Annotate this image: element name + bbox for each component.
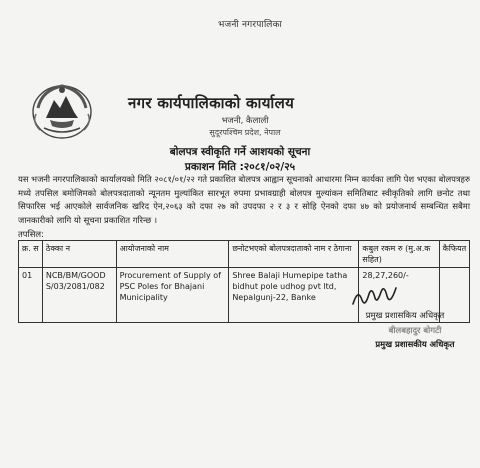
header-contract-no: ठेक्का न [42,241,116,268]
header-remarks: कैफियत [439,241,469,268]
notice-title: बोलपत्र स्वीकृति गर्ने आशयको सूचना [169,146,311,158]
cell-contract-no: NCB/BM/GOODS/03/2081/082 [42,268,116,323]
header-bidder: छनोटभएको बोलपत्रदाताको नाम र ठेगाना [229,241,359,268]
office-title: नगर कार्यपालिकाको कार्यालय [128,94,295,112]
province-line: सुदूरपश्चिम प्रदेश, नेपाल [209,128,281,137]
header-sn: क्र. स [19,241,43,268]
tapasil-label: तपसिल: [18,229,44,239]
nepal-emblem-icon [28,78,96,142]
cell-sn: 01 [19,268,43,323]
table-header-row [19,241,470,268]
notice-body: यस भजनी नगरपालिकाको कार्यालयको मिति २०८१/०१/२२ गते प्रकाशित बोलपत्र आह्वान सूचनाको आधारमा निम्न कार्यका लागि पेश भएका बोलपत्रहरु मध्ये तपसिल बमोजिमको बोलपत्रदाताको न्यूनतम मुल्यांकित सारभूत रुपमा प्रभावग्राही बोलपत्र मुल्यांकन समितिबाट स्वीकृतिको लागि छनोट तथा सिफारिस भई आएकोले सार्वजनिक खरिद ऐन,२०६३ को दफा २७ को उपदफा २ र ३ र सोहि ऐनको दफा ४७ को प्रयोजनार्थ सम्बन्धित सबैमा जानकारीको लागि यो सूचना प्रकाशित गरिन्छ । [18,174,470,225]
header-amount: कबुल रकम रु (मु.अ.क सहित) [359,241,439,268]
header-project: आयोजनाको नाम [116,241,229,268]
signatory-name: बीलबहादुर बोगटी [388,325,442,335]
signature-icon [350,282,400,310]
office-location: भजनी, कैलाली [221,116,269,126]
cell-amount: 28,27,260/- [359,268,439,323]
municipality-name: भजनी नगरपालिका [217,20,283,30]
cell-project: Procurement of Supply of PSC Poles for Bhajani Municipality [116,268,229,323]
signatory-office: प्रमुख प्रशासकिय अधिकृत [365,310,445,320]
signatory-designation: प्रमुख प्रशासकीय अधिकृत [375,339,455,349]
publish-date: प्रकाशन मिति :२०८१/०२/२५ [184,161,296,173]
cell-bidder: Shree Balaji Humepipe tatha bidhut pole udhog pvt ltd, Nepalgunj-22, Banke [229,268,359,323]
